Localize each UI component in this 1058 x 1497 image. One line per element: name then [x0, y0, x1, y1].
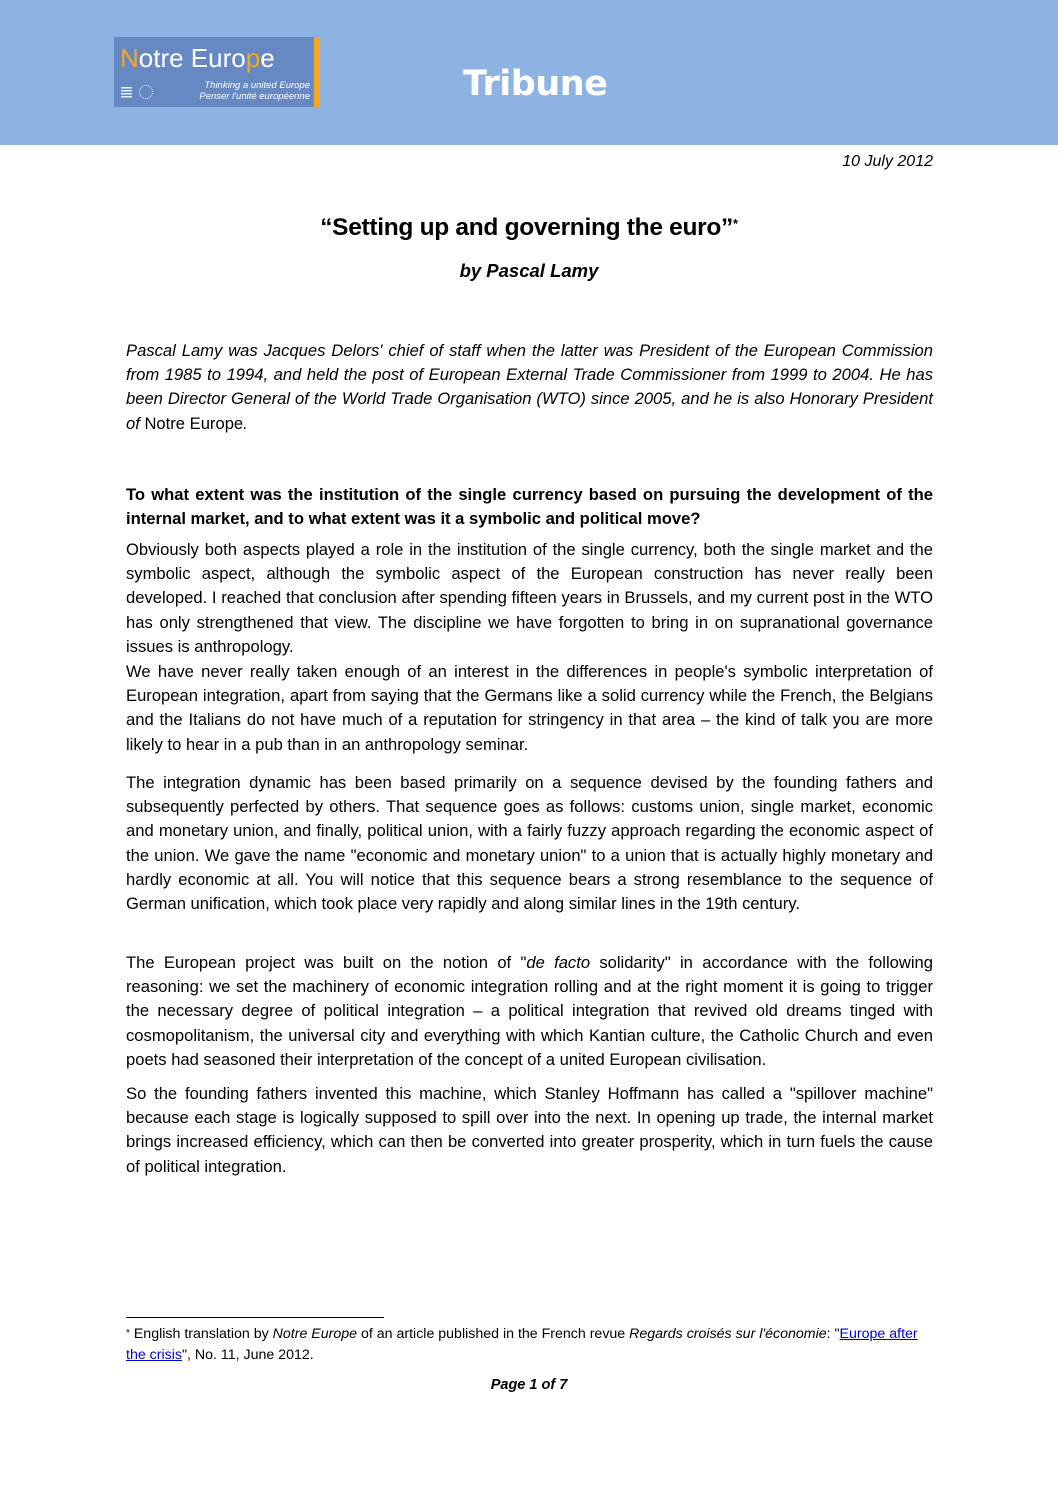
- logo-accent-bar: [314, 37, 320, 107]
- document-lines-icon: [121, 87, 132, 99]
- document-title: “Setting up and governing the euro”*: [320, 214, 738, 241]
- paragraph: Obviously both aspects played a role in the institution of the single currency, both the single market and the symbolic aspect, although the symbolic aspect of the European construction has never really been developed. I reached that conclusion after spending fifteen years in Brussels, and my current post in the WTO has only strengthened that view. The discipline we have forgotten to bring in on supranational governance issues is anthropology.: [126, 540, 933, 656]
- document-date: 10 July 2012: [842, 153, 933, 170]
- eu-stars-circle-icon: [139, 85, 153, 99]
- page-number: Page 1 of 7: [490, 1377, 568, 1393]
- logo-tagline-en: Thinking a united Europe: [204, 80, 310, 91]
- footnote-divider: [126, 1317, 384, 1318]
- notre-europe-logo: [114, 37, 320, 107]
- interview-question: To what extent was the institution of the single currency based on pursuing the development of the internal market, and to what extent was it a symbolic and political move?: [126, 485, 933, 529]
- header-band: [0, 0, 1058, 145]
- byline: by Pascal Lamy: [459, 260, 599, 281]
- logo-tagline: [199, 81, 310, 102]
- paragraph: So the founding fathers invented this machine, which Stanley Hoffmann has called a "spillover machine" because each stage is logically supposed to spill over into the next. In opening up trade, the internal market brings increased efficiency, which can then be converted into greater prosperity, which in turn fuels the cause of political integration.: [126, 1084, 933, 1176]
- footnote: * English translation by Notre Europe of an article published in the French revue Regards croisés sur l'économie: "Europe after the crisis", No. 11, June 2012.: [126, 1326, 918, 1363]
- paragraph: We have never really taken enough of an interest in the differences in people's symbolic interpretation of European integration, apart from saying that the Germans like a solid currency while the French, the Belgians and the Italians do not have much of a reputation for stringency in that area – the kind of talk you are more likely to hear in a pub than in an anthropology seminar.: [126, 662, 933, 754]
- paragraph: The integration dynamic has been based primarily on a sequence devised by the founding fathers and subsequently perfected by others. That sequence goes as follows: customs union, single market, economic and monetary union, and finally, political union, with a fairly fuzzy approach regarding the economic aspect of the union. We gave the name "economic and monetary union" to a union that is actually highly monetary and hardly economic at all. You will notice that this sequence bears a strong resemblance to the sequence of German unification, which took place very rapidly and along similar lines in the 19th century.: [126, 773, 933, 914]
- title-footnote-mark[interactable]: *: [733, 216, 738, 231]
- author-intro: Pascal Lamy was Jacques Delors' chief of staff when the latter was President of the European Commission from 1985 to 1994, and held the post of European External Trade Commissioner from 1999 to 2004. He has been Director General of the World Trade Organisation (WTO) since 2005, and he is also Honorary President of Notre Europe.: [126, 341, 933, 433]
- europe-after-the-crisis-link[interactable]: Europe after the crisis: [126, 1326, 918, 1363]
- logo-title: Notre Europe: [120, 43, 275, 73]
- footnote-mark: *: [126, 1328, 130, 1339]
- paragraph: The European project was built on the notion of "de facto solidarity" in accordance with the following reasoning: we set the machinery of economic integration rolling and at the right moment it is going to trigger the necessary degree of political integration – a political integration that revived old dreams tinged with cosmopolitanism, the universal city and everything with which Kantian culture, the Catholic Church and even poets had seasoned their interpretation of the concept of a united European civilisation.: [126, 953, 933, 1069]
- logo-tagline-fr: Penser l'unité européenne: [199, 90, 310, 102]
- header-title: Tribune: [463, 64, 608, 104]
